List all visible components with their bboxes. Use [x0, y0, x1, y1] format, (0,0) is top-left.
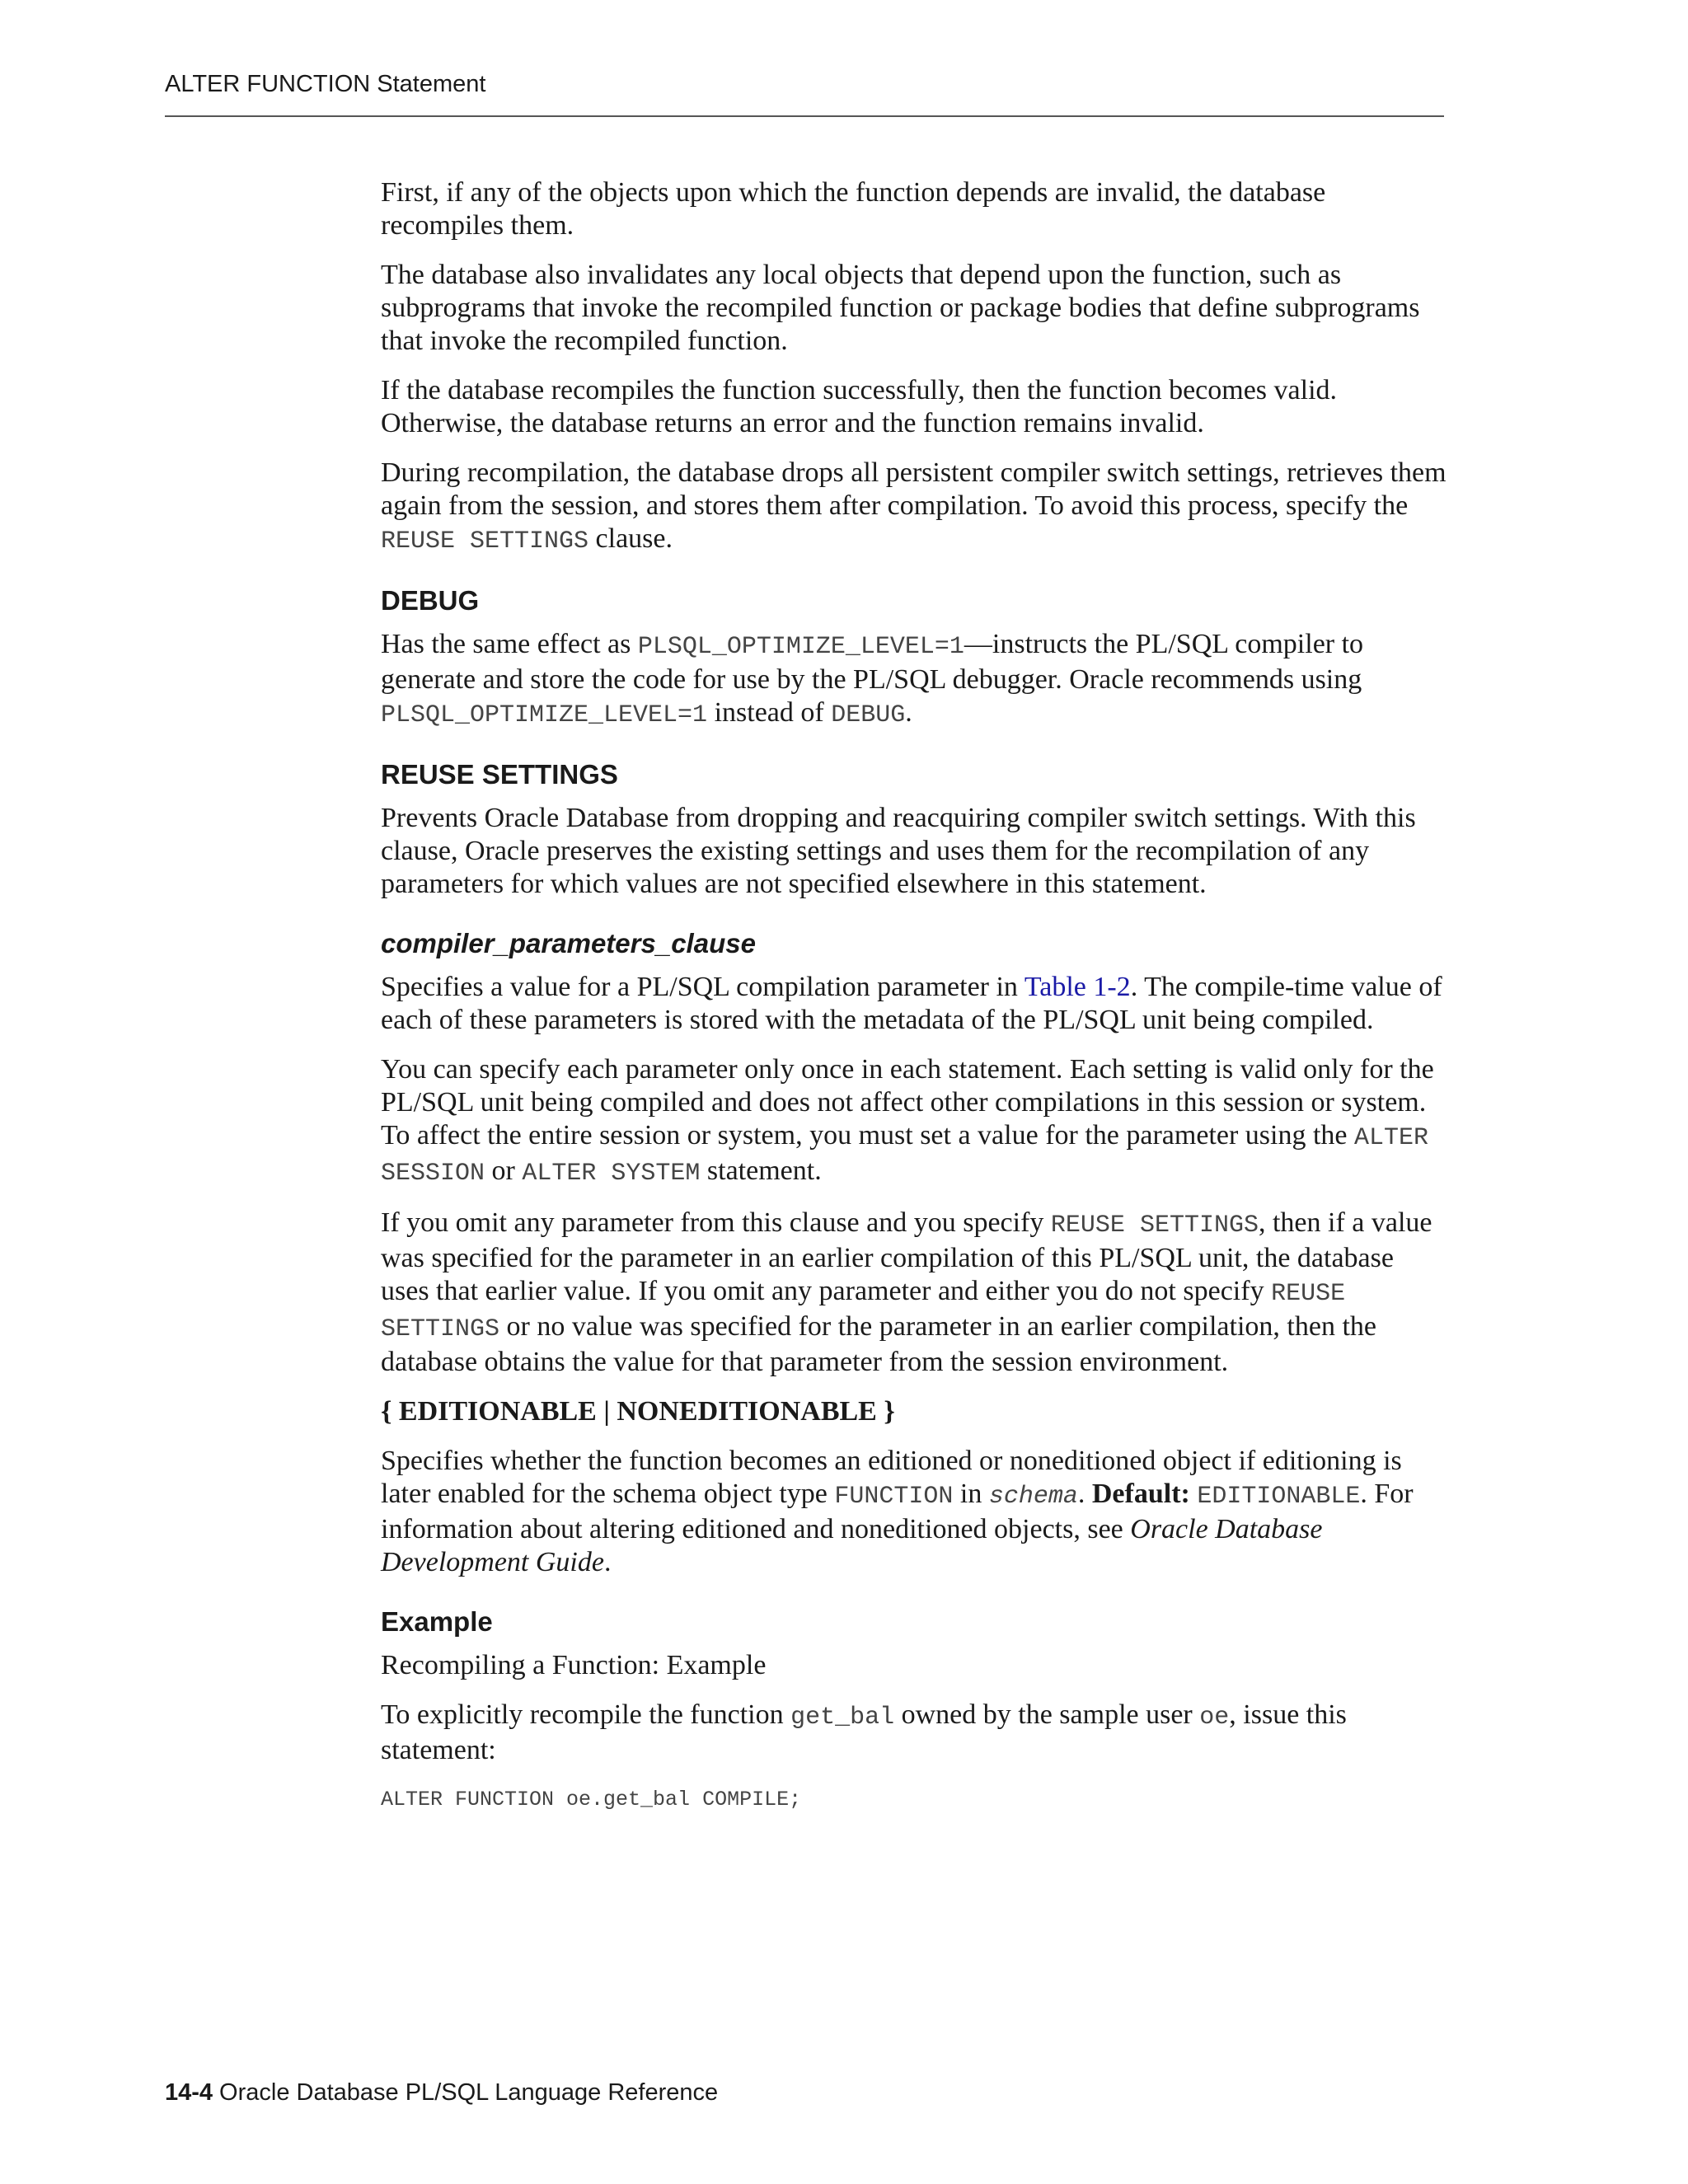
- code-alter-system: ALTER SYSTEM: [522, 1160, 701, 1188]
- text: —instructs the PL/SQL compiler to generate and store the code for use by the PL/SQL debugger. Oracle recommends using: [381, 629, 1364, 695]
- text: Specifies whether the function becomes an editioned or noneditioned object if editioning is later enabled for the schema object type: [381, 1446, 1402, 1509]
- text: If you omit any parameter from this clause and you specify: [381, 1207, 1051, 1238]
- code-example: ALTER FUNCTION oe.get_bal COMPILE;: [381, 1788, 802, 1811]
- code-reuse-settings: REUSE SETTINGS: [1050, 1212, 1259, 1240]
- code-editionable: EDITIONABLE: [1197, 1483, 1361, 1511]
- paragraph-reuse-settings: Prevents Oracle Database from dropping and reacquiring compiler switch settings. With this clause, Oracle preserves the existing settings and uses them for the recompilation of any parameters for which values are not specified elsewhere in this statement.: [381, 803, 1416, 899]
- text: You can specify each parameter only once in each statement. Each setting is valid only for the PL/SQL unit being compiled and does not affect other compilations in this session or system. To affect the entire session or system, you must set a value for the parameter using the: [381, 1054, 1434, 1151]
- page-number: 14-4: [165, 2079, 213, 2106]
- text: To explicitly recompile the function: [381, 1699, 791, 1730]
- paragraph-compiler-param-3: [381, 1207, 1448, 1379]
- heading-reuse-settings: REUSE SETTINGS: [381, 759, 618, 790]
- guide-title: Oracle Database Development Guide: [381, 1514, 1323, 1577]
- paragraph-invalidates-local: The database also invalidates any local objects that depend upon the function, such as subprograms that invoke the recompiled function or package bodies that define subprograms that invoke the recompiled function.: [381, 260, 1420, 356]
- text: statement.: [700, 1155, 822, 1186]
- heading-debug: DEBUG: [381, 585, 480, 616]
- text: . The compile-time value of each of these parameters is stored with the metadata of the PL/SQL unit being compiled.: [381, 972, 1442, 1035]
- code-oe: oe: [1199, 1704, 1230, 1732]
- text: or no value was specified for the parameter in an earlier compilation, then the database obtains the value for that parameter from the session environment.: [381, 1311, 1376, 1377]
- code-schema: schema: [988, 1483, 1078, 1511]
- book-title: Oracle Database PL/SQL Language Reference: [219, 2079, 719, 2106]
- text: .: [1077, 1479, 1092, 1509]
- text: .: [603, 1547, 612, 1577]
- running-header: ALTER FUNCTION Statement: [165, 71, 486, 97]
- text: instead of: [707, 697, 832, 728]
- text: , issue this statement:: [381, 1699, 1347, 1765]
- text: Specifies a value for a PL/SQL compilation parameter in: [381, 972, 1025, 1002]
- text: , then if a value was specified for the parameter in an earlier compilation of this PL/SQL unit, the database uses that earlier value. If you omit any parameter and either you do not specify: [381, 1207, 1432, 1306]
- code-optimize-level: PLSQL_OPTIMIZE_LEVEL=1: [381, 701, 708, 729]
- paragraph-compiler-param-1: [381, 971, 1448, 1037]
- text: Has the same effect as: [381, 629, 638, 659]
- heading-example: Example: [381, 1606, 493, 1637]
- text: clause.: [588, 523, 673, 554]
- text: or: [485, 1155, 523, 1186]
- paragraph-example: [381, 1699, 1448, 1767]
- code-debug: DEBUG: [831, 701, 906, 729]
- example-subtitle: Recompiling a Function: Example: [381, 1650, 767, 1680]
- code-optimize-level: PLSQL_OPTIMIZE_LEVEL=1: [637, 633, 964, 661]
- paragraph-invalid-objects: First, if any of the objects upon which the function depends are invalid, the database recompiles them.: [381, 177, 1326, 241]
- text: in: [953, 1479, 989, 1509]
- heading-editionable: { EDITIONABLE | NONEDITIONABLE }: [381, 1396, 895, 1427]
- text: . For information about altering editioned and noneditioned objects, see: [381, 1479, 1414, 1544]
- paragraph-recompile-success: If the database recompiles the function successfully, then the function becomes valid. Otherwise, the database returns an error and the function remains invalid.: [381, 375, 1338, 438]
- text: .: [905, 697, 912, 728]
- page-footer: [165, 2079, 718, 2107]
- code-get-bal: get_bal: [790, 1704, 895, 1732]
- table-1-2-link[interactable]: Table 1-2: [1024, 972, 1131, 1002]
- code-alter-session: ALTER SESSION: [381, 1124, 1429, 1188]
- text: During recompilation, the database drops all persistent compiler switch settings, retrieves them again from the session, and stores them after compilation. To avoid this process, specify the: [381, 457, 1447, 521]
- default-label: Default:: [1091, 1479, 1190, 1509]
- heading-compiler-parameters-clause: compiler_parameters_clause: [381, 928, 756, 958]
- code-function: FUNCTION: [834, 1483, 954, 1511]
- paragraph-recompilation-settings: [381, 457, 1448, 558]
- paragraph-compiler-param-2: [381, 1053, 1448, 1190]
- header-rule: [165, 115, 1444, 117]
- code-reuse-settings: REUSE SETTINGS: [381, 527, 589, 555]
- paragraph-debug: [381, 628, 1448, 732]
- paragraph-editionable: [381, 1445, 1448, 1579]
- page-body: [381, 176, 1448, 1816]
- text: owned by the sample user: [894, 1699, 1200, 1730]
- code-reuse-settings: REUSE SETTINGS: [381, 1280, 1346, 1343]
